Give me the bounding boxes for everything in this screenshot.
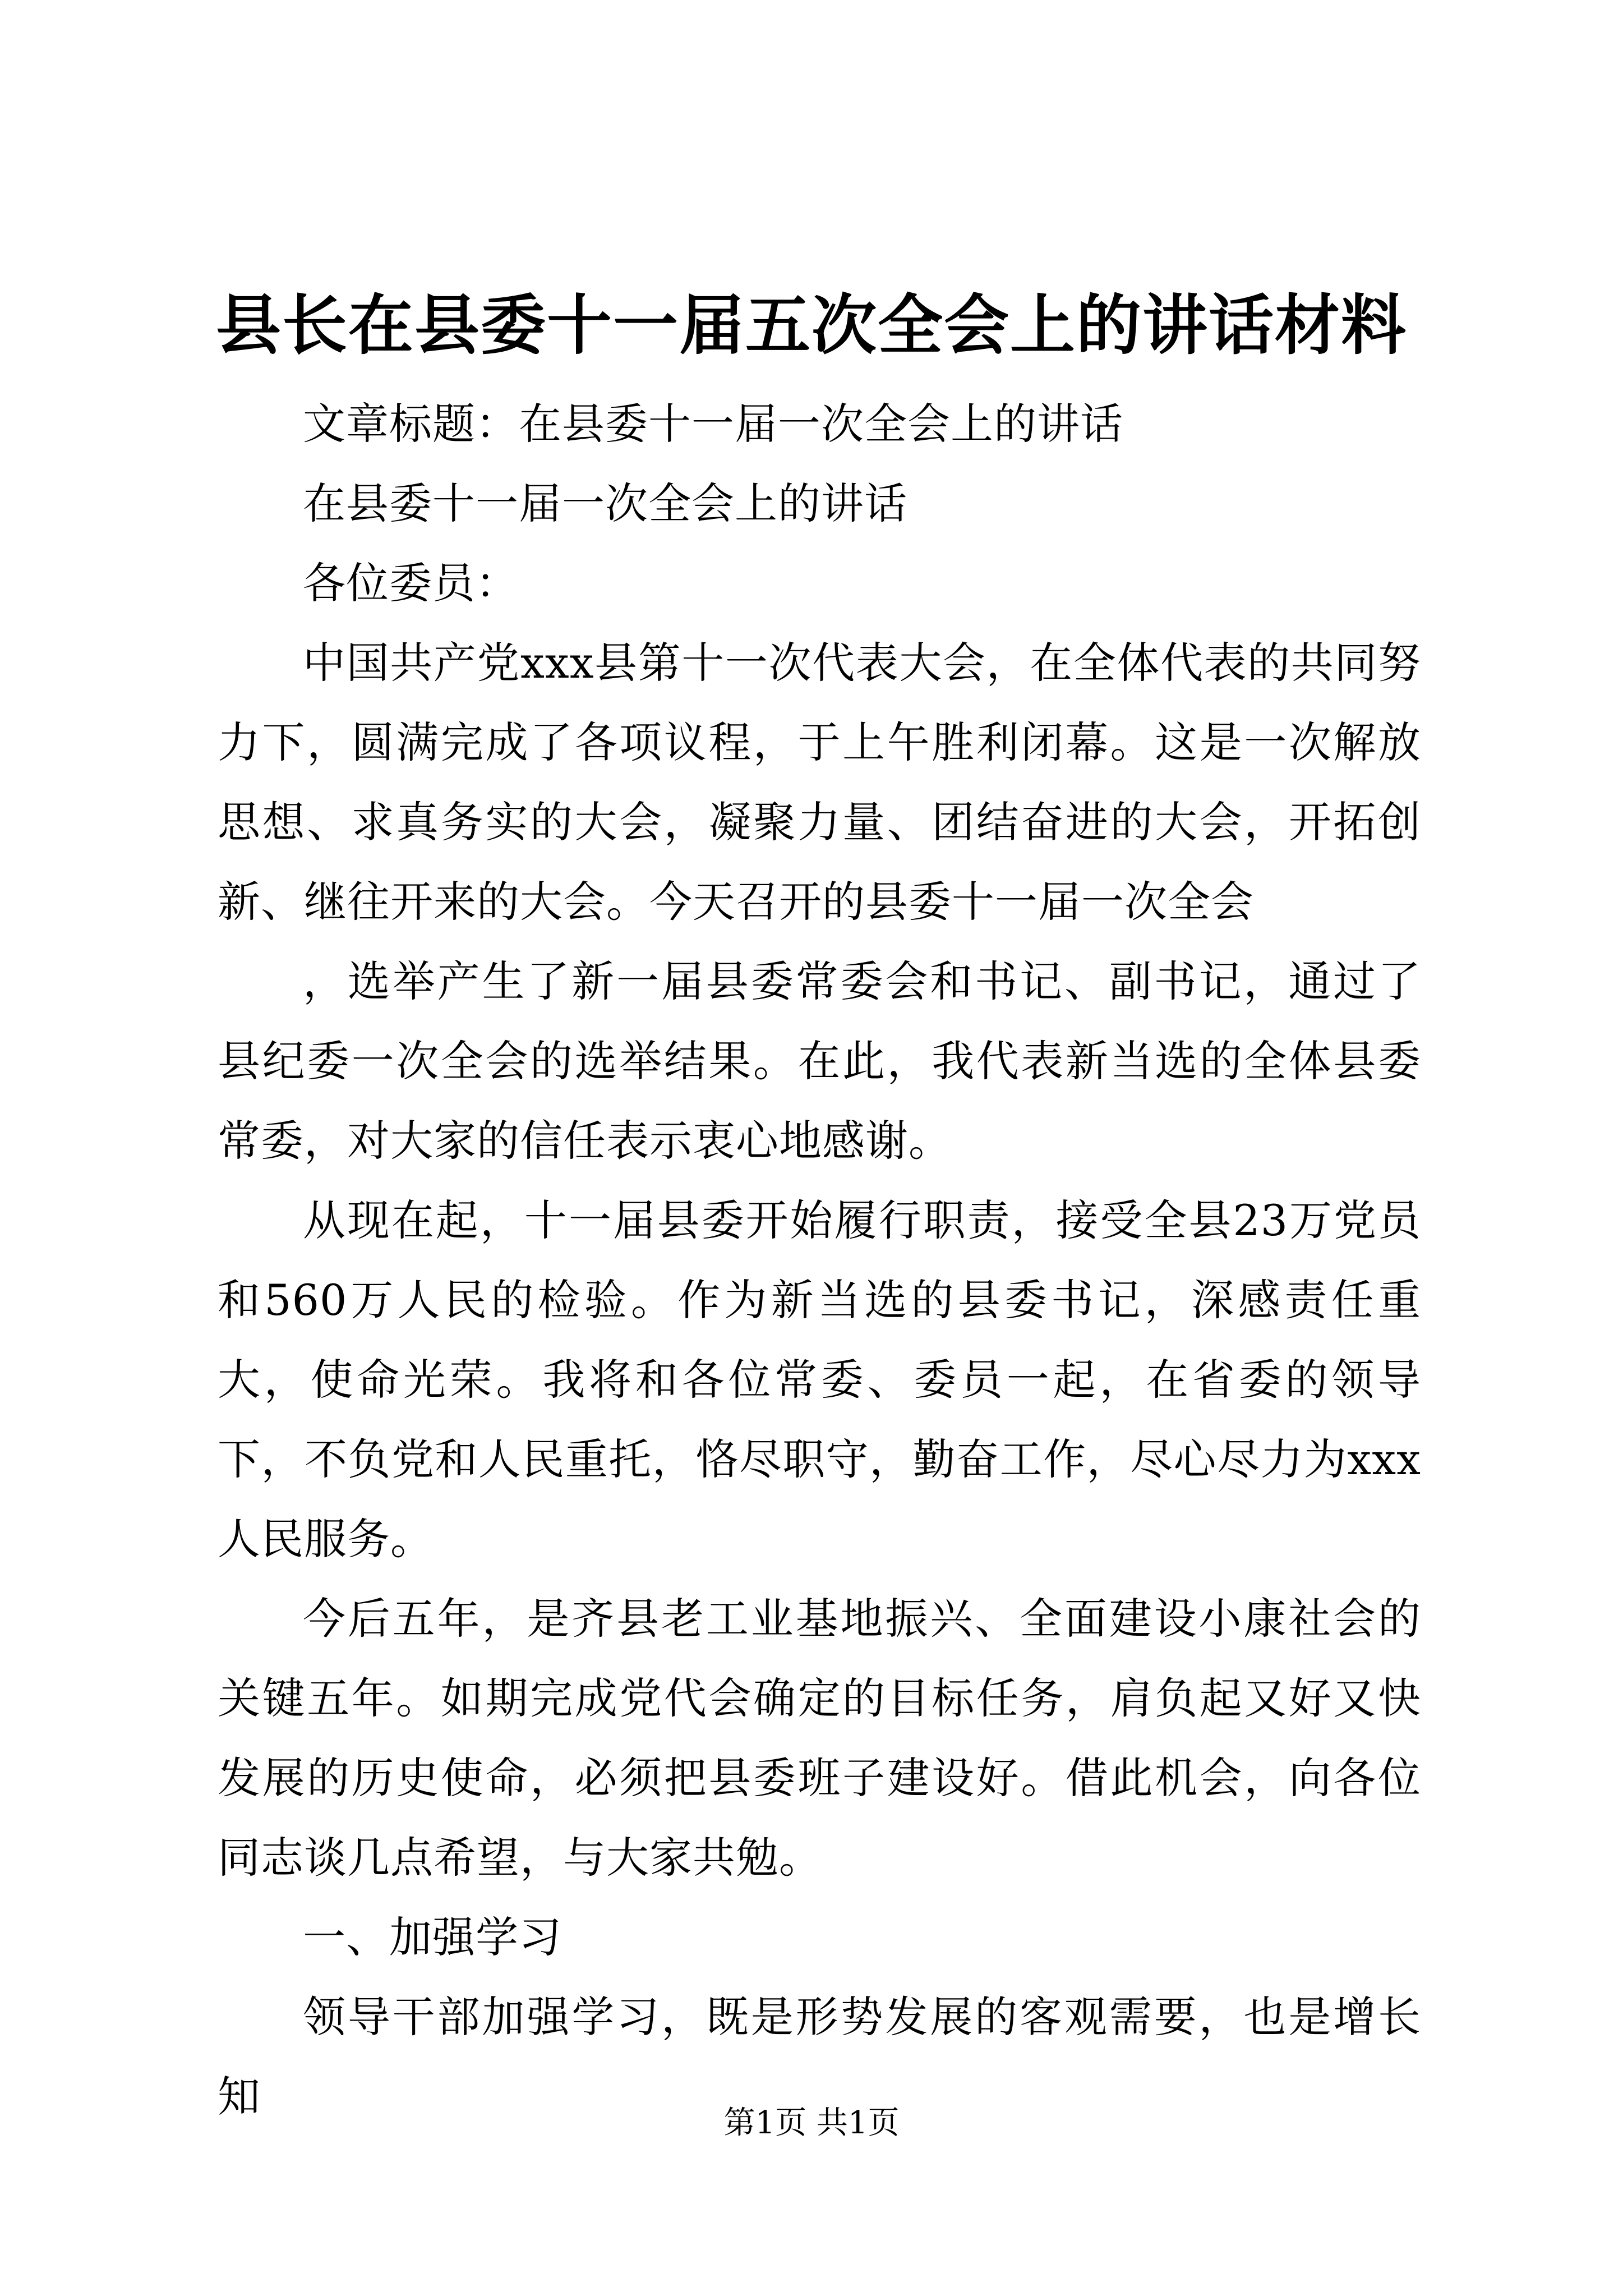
paragraph-study: 领导干部加强学习，既是形势发展的客观需要，也是增长知 <box>218 1992 1421 2122</box>
paragraph-responsibility: 从现在起，十一届县委开始履行职责，接受全县23万党员和560万人民的检验。作为新当选的县委书记，深感责任重大，使命光荣。我将和各位常委、委员一起，在省委的领导下，不负党和人民重托，恪尽职守，勤奋工作，尽心尽力为xxx人民服务。 <box>218 1195 1421 1564</box>
paragraph-article-title: 文章标题：在县委十一届一次全会上的讲话 <box>303 399 1123 449</box>
paragraph-congress-summary: 中国共产党xxx县第十一次代表大会，在全体代表的共同努力下，圆满完成了各项议程，于上午胜利闭幕。这是一次解放思想、求真务实的大会，凝聚力量、团结奋进的大会，开拓创新、继往开来的大会。今天召开的县委十一届一次全会 <box>218 638 1421 927</box>
document-body <box>218 384 1421 2137</box>
section-heading-study: 一、加强学习 <box>303 1912 562 1962</box>
page-footer: 第1页 共1页 <box>723 2105 900 2141</box>
paragraph-election-results: ，选举产生了新一届县委常委会和书记、副书记，通过了县纪委一次全会的选举结果。在此，我代表新当选的全体县委常委，对大家的信任表示衷心地感谢。 <box>218 956 1421 1166</box>
paragraph-five-years: 今后五年，是齐县老工业基地振兴、全面建设小康社会的关键五年。如期完成党代会确定的目标任务，肩负起又好又快发展的历史使命，必须把县委班子建设好。借此机会，向各位同志谈几点希望，与大家共勉。 <box>218 1594 1421 1883</box>
paragraph-speech-title: 在县委十一届一次全会上的讲话 <box>303 478 907 528</box>
paragraph-salutation: 各位委员： <box>303 558 519 608</box>
document-title: 县长在县委十一届五次全会上的讲话材料 <box>216 287 1407 364</box>
